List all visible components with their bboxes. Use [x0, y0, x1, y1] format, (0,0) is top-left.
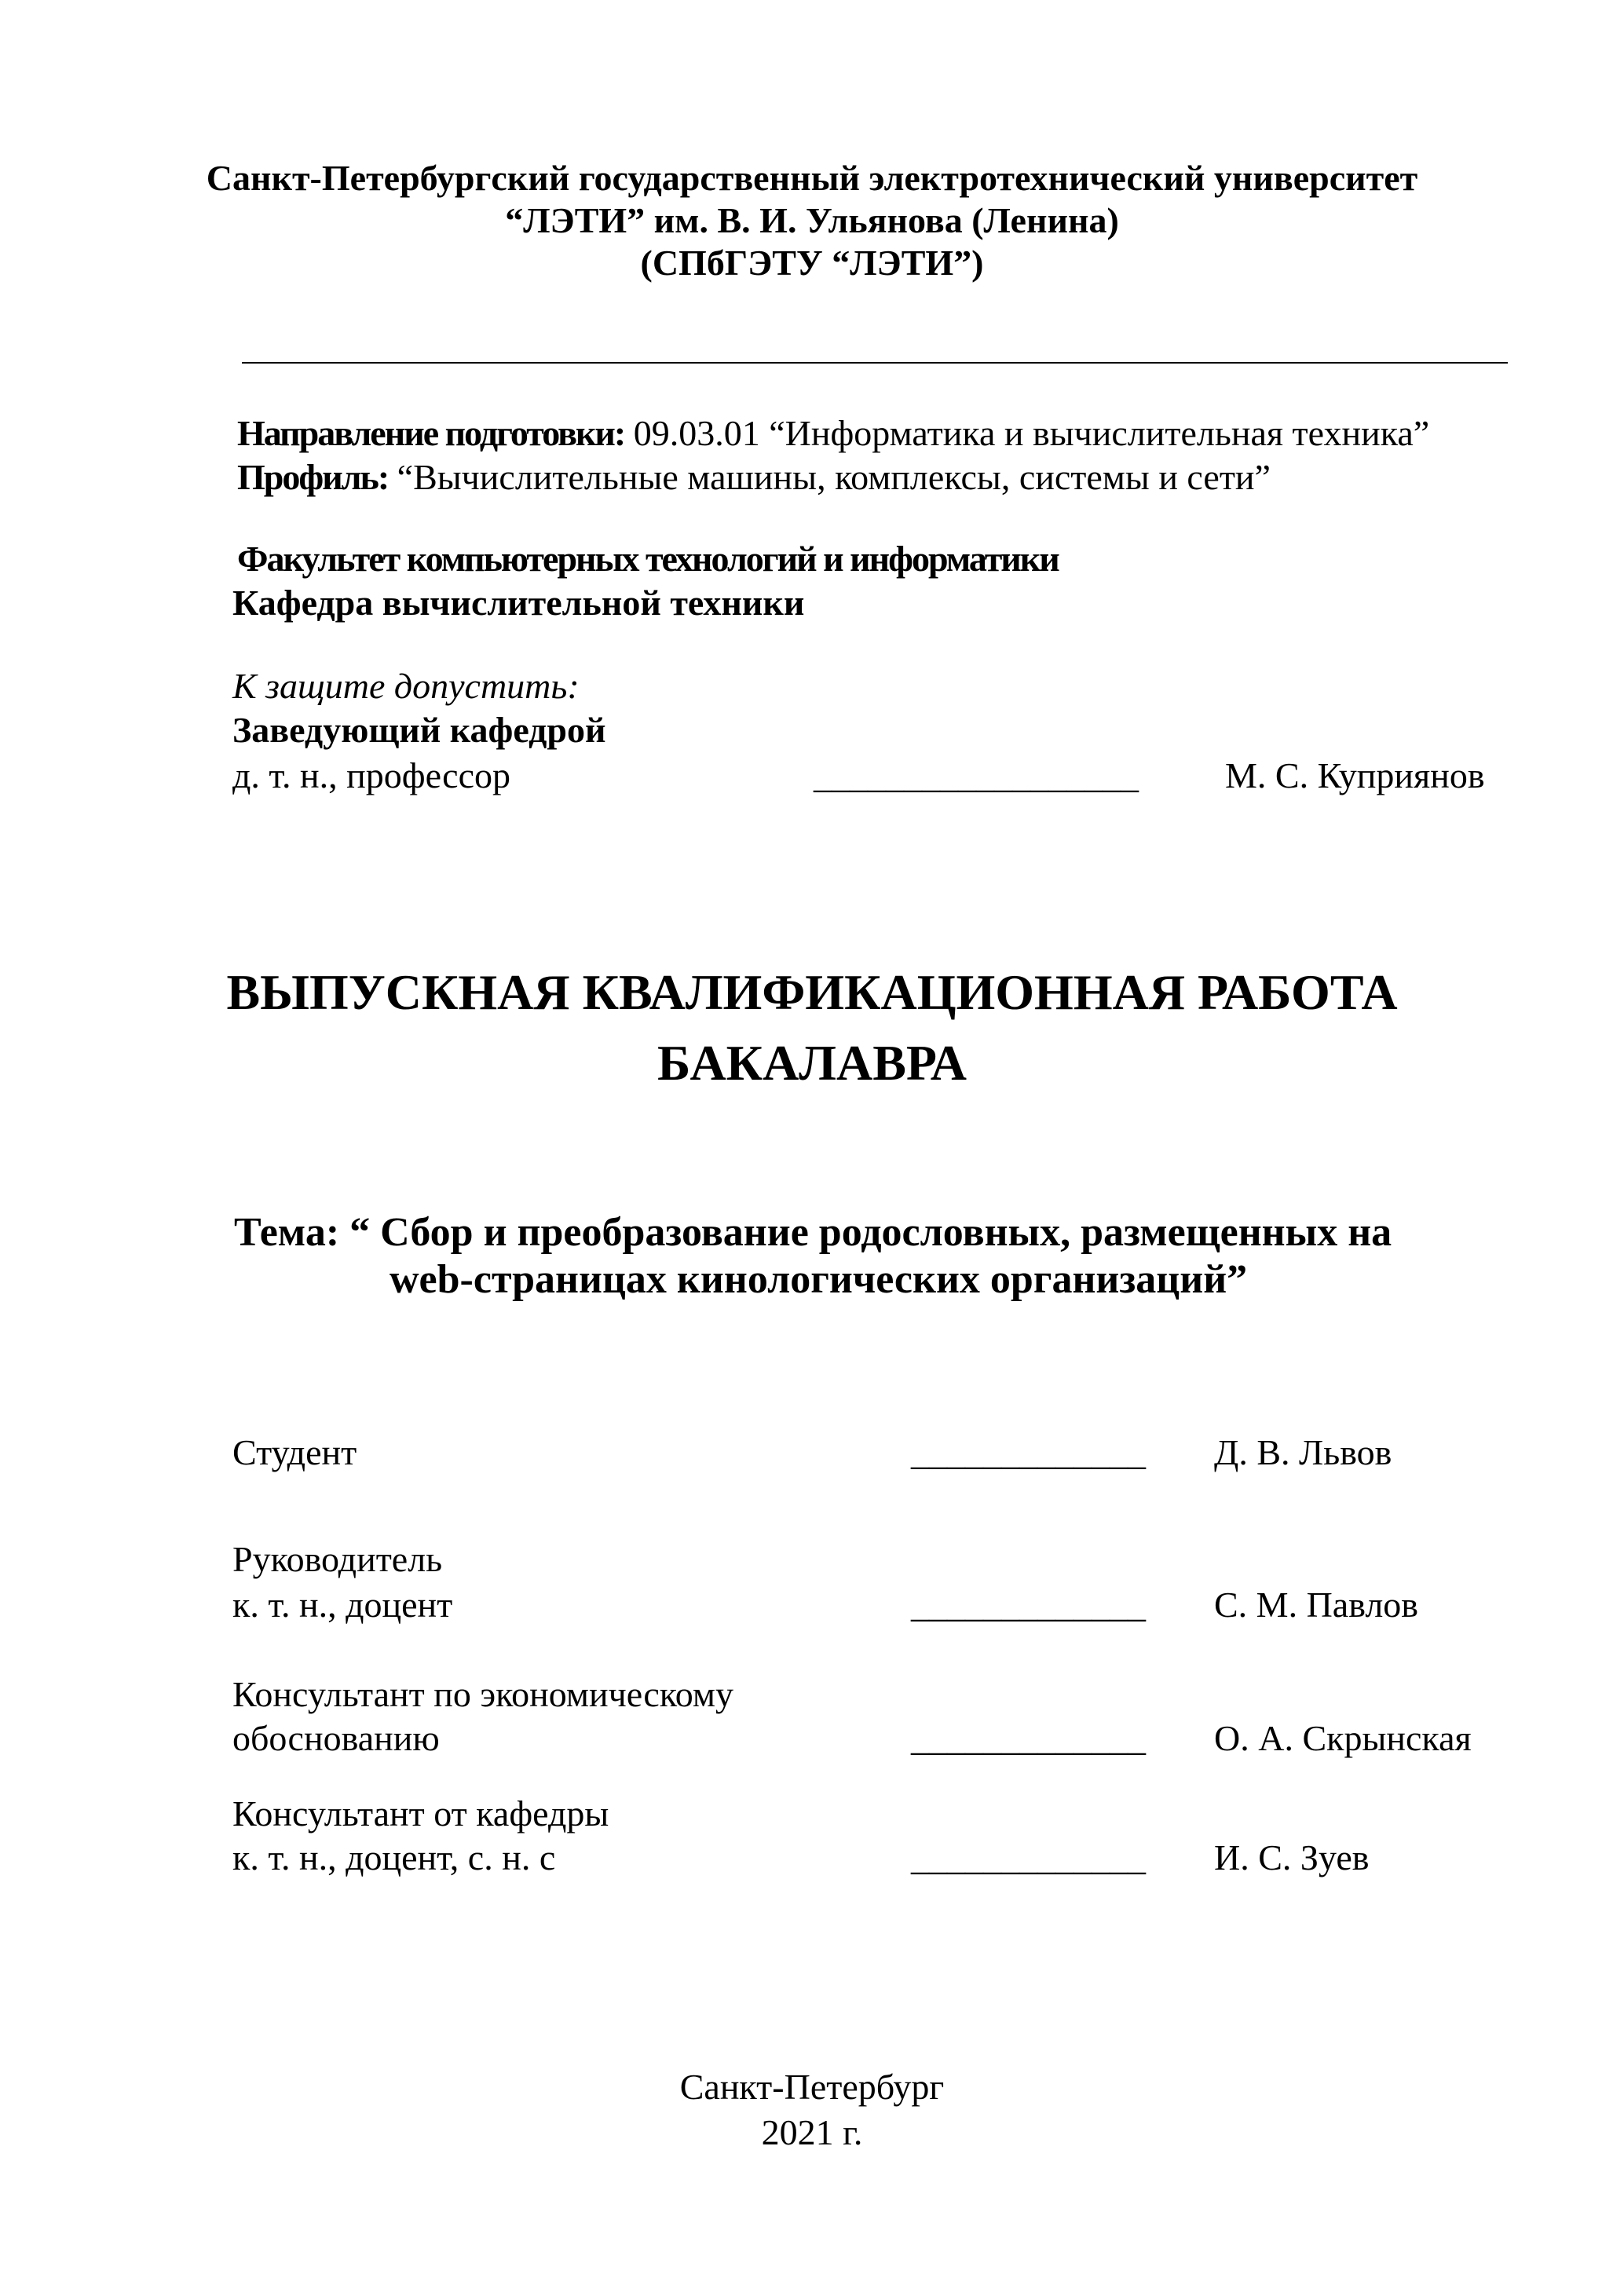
document-title-line1: ВЫПУСКНАЯ КВАЛИФИКАЦИОННАЯ РАБОТА: [226, 964, 1398, 1020]
header-divider: [242, 362, 1508, 364]
profile-line: [237, 455, 1271, 499]
department-consultant-role: Консультант от кафедры: [232, 1793, 609, 1834]
topic-line1: Тема: “ Сбор и преобразование родословных, размещенных на: [234, 1210, 1392, 1255]
department-consultant-degree: к. т. н., доцент, с. н. с: [232, 1837, 556, 1877]
direction-value: 09.03.01 “Информатика и вычислительная техника”: [624, 413, 1430, 453]
department-consultant-name: И. С. Зуев: [1214, 1837, 1370, 1877]
economic-consultant-name: О. А. Скрынская: [1214, 1718, 1472, 1758]
student-signature-line: _____________: [911, 1432, 1146, 1472]
university-short-name: “ЛЭТИ” им. В. И. Ульянова (Ленина): [505, 200, 1119, 240]
head-name: М. С. Куприянов: [1225, 755, 1485, 795]
head-signature-line: __________________: [814, 755, 1139, 795]
university-name: Санкт-Петербургский государственный электротехнический университет: [206, 158, 1418, 198]
supervisor-degree: к. т. н., доцент: [232, 1585, 453, 1625]
topic-line2: web-страницах кинологических организаций”: [390, 1257, 1248, 1302]
direction-label: Направление подготовки:: [237, 413, 625, 453]
profile-value: “Вычислительные машины, комплексы, системы и сети”: [388, 457, 1271, 497]
supervisor-name: С. М. Павлов: [1214, 1585, 1419, 1625]
admit-to-defense: К защите допустить:: [232, 666, 580, 706]
head-of-department-title: Заведующий кафедрой: [232, 710, 606, 750]
profile-label: Профиль:: [237, 457, 389, 497]
faculty-name: Факультет компьютерных технологий и информатики: [237, 539, 1059, 579]
supervisor-signature-line: _____________: [911, 1585, 1146, 1625]
year: 2021 г.: [761, 2112, 863, 2152]
head-degree: д. т. н., профессор: [232, 755, 510, 795]
document-title-line2: БАКАЛАВРА: [657, 1035, 967, 1091]
economic-consultant-role: Консультант по экономическому: [232, 1674, 733, 1714]
department-name: Кафедра вычислительной техники: [232, 583, 805, 623]
economic-consultant-role-cont: обоснованию: [232, 1718, 440, 1758]
economic-consultant-signature-line: _____________: [911, 1718, 1146, 1758]
department-consultant-signature-line: _____________: [911, 1837, 1146, 1877]
university-abbreviation: (СПбГЭТУ “ЛЭТИ”): [640, 243, 984, 283]
city: Санкт-Петербург: [679, 2067, 945, 2107]
student-role: Студент: [232, 1432, 357, 1472]
supervisor-role: Руководитель: [232, 1539, 443, 1579]
student-name: Д. В. Львов: [1214, 1432, 1392, 1472]
direction-line: [237, 411, 1429, 455]
